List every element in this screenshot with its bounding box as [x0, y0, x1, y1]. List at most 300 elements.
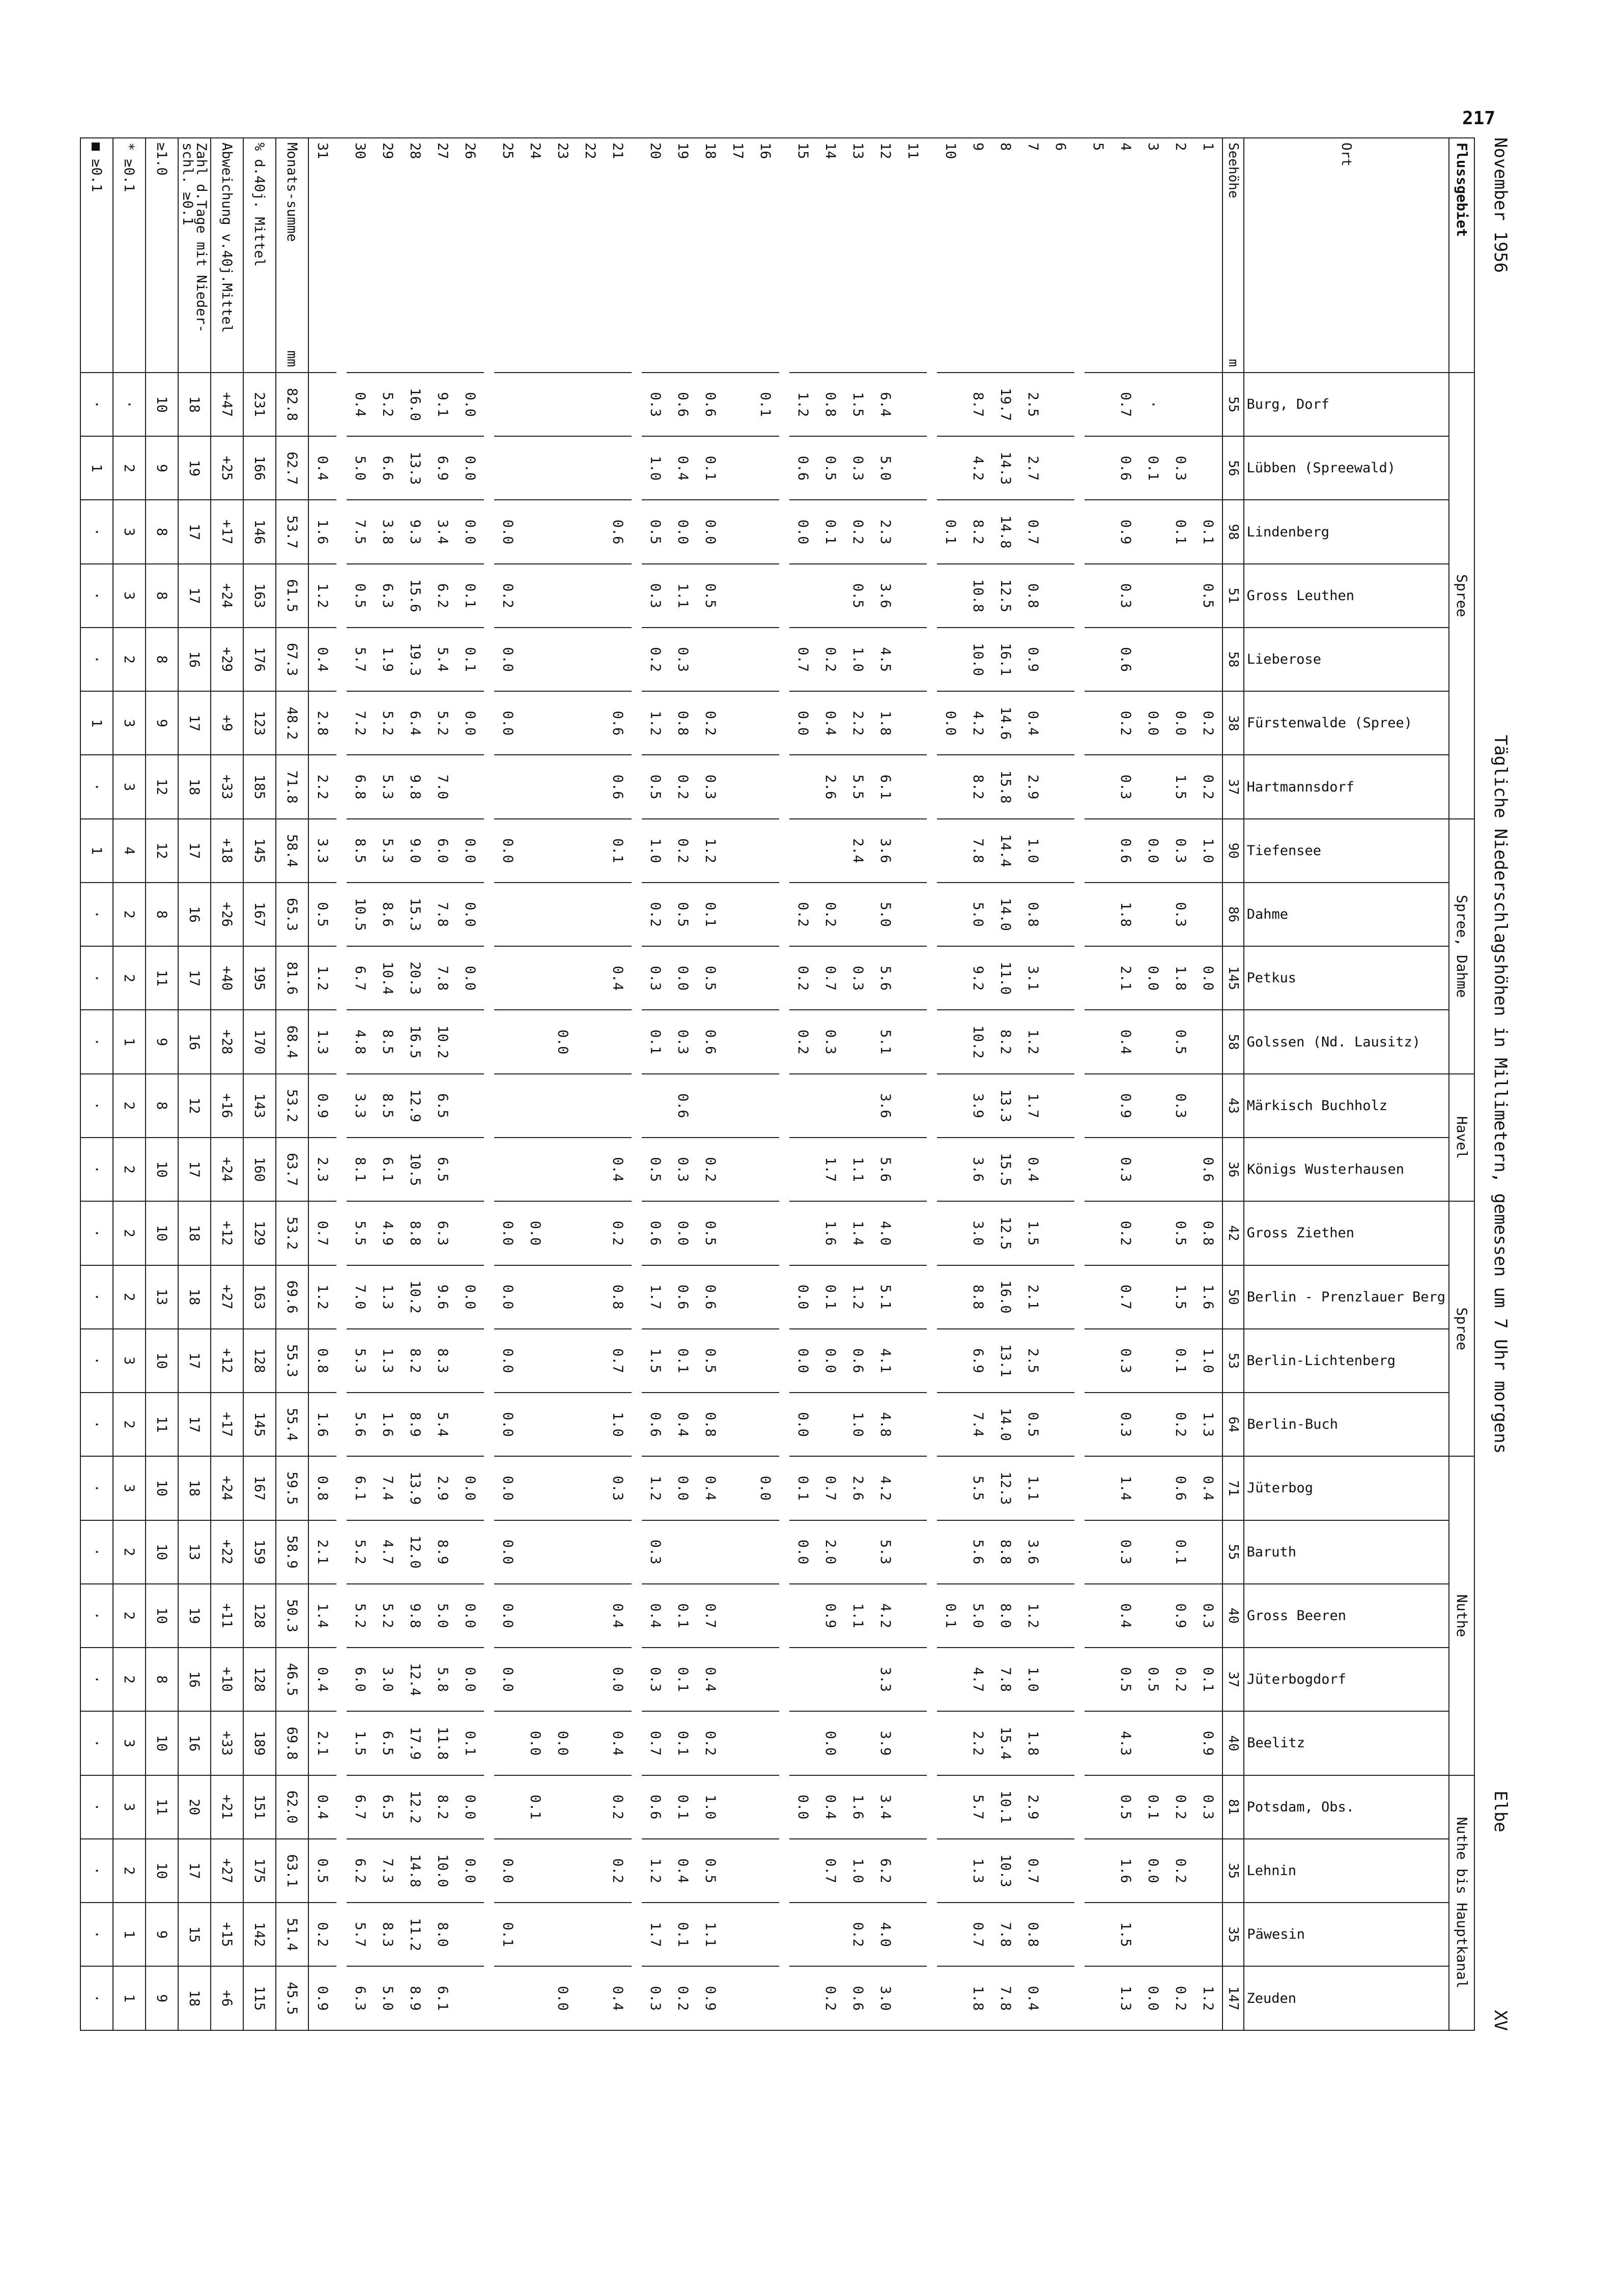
day-value: 15.3	[402, 883, 429, 946]
day-value	[817, 1393, 844, 1456]
day-value: 0.1	[604, 819, 632, 883]
station-name: Gross Ziethen	[1246, 1225, 1355, 1241]
day-value	[789, 819, 817, 883]
day-value: 2.2	[844, 691, 872, 755]
day-value: 0.0	[789, 1329, 817, 1393]
day-value: 10.0	[964, 628, 992, 691]
day-value: 0.2	[1167, 1775, 1194, 1839]
day-value: 0.9	[697, 1966, 724, 2030]
station-elevation: 58	[1222, 628, 1244, 691]
day-value: 0.2	[817, 883, 844, 946]
day-value	[752, 1010, 779, 1073]
station-header	[1244, 500, 1449, 563]
station-elevation: 37	[1222, 755, 1244, 818]
day-value: 0.0	[457, 819, 484, 883]
summary-abw-value: +18	[211, 819, 243, 883]
day-value: 0.1	[669, 1903, 697, 1966]
summary-c3-value: 2	[113, 1648, 146, 1711]
day-number: 5	[1085, 138, 1112, 373]
summary-c3-value: 2	[113, 883, 146, 946]
day-value: 0.5	[1019, 1393, 1047, 1456]
pct-label: % d.40j. Mittel	[243, 138, 276, 373]
day-value: 3.3	[308, 819, 336, 883]
day-value	[937, 1393, 964, 1456]
day-row	[844, 138, 872, 2030]
day-row	[817, 138, 844, 2030]
day-value: 0.5	[1140, 1648, 1167, 1711]
summary-c2-value: 11	[146, 1775, 178, 1839]
day-value: 1.2	[642, 691, 669, 755]
day-value	[937, 755, 964, 818]
summary-sum-value: 81.6	[276, 946, 308, 1010]
day-value	[522, 1520, 549, 1584]
day-value: 0.3	[642, 564, 669, 628]
day-value: 16.0	[992, 1265, 1019, 1329]
day-value: 5.8	[429, 1648, 457, 1711]
day-value	[752, 755, 779, 818]
summary-c4-value: ·	[80, 564, 113, 628]
day-value: 0.1	[817, 500, 844, 563]
day-value: 0.7	[697, 1584, 724, 1648]
day-value: 1.1	[844, 1138, 872, 1201]
day-value: 0.6	[604, 500, 632, 563]
summary-pct-value: 163	[243, 1265, 276, 1329]
summary-pct-value: 189	[243, 1711, 276, 1775]
day-value: 0.0	[604, 1648, 632, 1711]
day-value	[549, 373, 577, 436]
day-value: 0.1	[1140, 436, 1167, 500]
summary-pct-value: 146	[243, 500, 276, 563]
day-value	[1140, 1711, 1167, 1775]
day-value	[724, 755, 752, 818]
day-value	[899, 946, 927, 1010]
day-value: 0.7	[308, 1201, 336, 1265]
station-elevation: 81	[1222, 1775, 1244, 1839]
day-value: 0.3	[1167, 819, 1194, 883]
day-value: 0.5	[697, 564, 724, 628]
day-value: 1.0	[1019, 1648, 1047, 1711]
day-value: 12.5	[992, 1201, 1019, 1265]
day-value: 0.5	[642, 755, 669, 818]
day-value: 13.9	[402, 1456, 429, 1520]
day-value: 6.3	[347, 1966, 374, 2030]
c4-label-cell	[80, 138, 113, 373]
day-value: 5.3	[872, 1520, 899, 1584]
station-header	[1244, 1520, 1449, 1584]
gap-cell	[632, 138, 642, 2030]
day-value: 1.4	[1112, 1456, 1140, 1520]
month-label: November 1956	[1490, 137, 1511, 273]
day-value	[604, 1903, 632, 1966]
day-value	[1047, 1711, 1074, 1775]
day-value: 0.0	[494, 500, 522, 563]
day-value	[752, 691, 779, 755]
day-value	[522, 436, 549, 500]
day-value: 0.9	[308, 1074, 336, 1138]
day-value: 5.1	[872, 1010, 899, 1073]
day-value	[899, 1074, 927, 1138]
day-value: 0.6	[844, 1966, 872, 2030]
station-name: Lieberose	[1246, 651, 1322, 668]
day-value: 8.6	[374, 883, 402, 946]
day-value: 0.9	[1112, 500, 1140, 563]
day-value: 7.8	[429, 946, 457, 1010]
day-number: 2	[1167, 138, 1194, 373]
summary-pct-value: 115	[243, 1966, 276, 2030]
day-value: 1.6	[817, 1201, 844, 1265]
summary-c4-value: ·	[80, 1393, 113, 1456]
day-value: 3.6	[964, 1138, 992, 1201]
station-name-row	[1244, 138, 1449, 2030]
day-value: 0.2	[604, 1839, 632, 1903]
day-value: 6.8	[347, 755, 374, 818]
day-value: 0.3	[1167, 1074, 1194, 1138]
day-value: 1.1	[697, 1903, 724, 1966]
day-value: 6.2	[347, 1839, 374, 1903]
day-value: 0.3	[642, 373, 669, 436]
station-name: Lübben (Spreewald)	[1246, 460, 1396, 476]
station-header	[1244, 628, 1449, 691]
day-row	[522, 138, 549, 2030]
summary-c3-value: 3	[113, 500, 146, 563]
summary-pct-value: 142	[243, 1903, 276, 1966]
day-value: 0.0	[1140, 1966, 1167, 2030]
summary-pct-value: 159	[243, 1520, 276, 1584]
day-value	[724, 691, 752, 755]
day-value: 0.0	[494, 819, 522, 883]
summary-c4-value: ·	[80, 883, 113, 946]
summary-pct-value: 128	[243, 1648, 276, 1711]
day-value	[789, 1711, 817, 1775]
summary-c2-value: 8	[146, 500, 178, 563]
station-name: Tiefensee	[1246, 842, 1322, 859]
day-value: 0.1	[669, 1648, 697, 1711]
day-value	[577, 1201, 604, 1265]
day-value: 0.3	[604, 1456, 632, 1520]
day-value: 7.8	[992, 1966, 1019, 2030]
day-value: 1.0	[1019, 819, 1047, 883]
day-value	[899, 755, 927, 818]
day-value	[899, 1010, 927, 1073]
day-value: 1.6	[374, 1393, 402, 1456]
day-value	[1047, 1010, 1074, 1073]
day-value: 5.2	[429, 691, 457, 755]
summary-c1-value: 19	[178, 436, 211, 500]
day-value: 8.7	[964, 373, 992, 436]
day-value	[937, 1520, 964, 1584]
day-value: 1.4	[844, 1201, 872, 1265]
day-value: 3.4	[429, 500, 457, 563]
day-value: 9.8	[402, 755, 429, 818]
day-value	[1047, 628, 1074, 691]
day-value	[1047, 1138, 1074, 1201]
day-value: 13.1	[992, 1329, 1019, 1393]
summary-c1-value: 19	[178, 1584, 211, 1648]
day-value: 5.0	[429, 1584, 457, 1648]
day-value: 7.5	[347, 500, 374, 563]
day-value	[1085, 1648, 1112, 1711]
day-value: 0.8	[1019, 564, 1047, 628]
day-value	[1085, 1393, 1112, 1456]
day-value	[752, 1648, 779, 1711]
day-value: 14.3	[992, 436, 1019, 500]
day-value: 0.6	[642, 1393, 669, 1456]
summary-sum-value: 59.5	[276, 1456, 308, 1520]
day-number: 31	[308, 138, 336, 373]
day-group-gap	[1074, 138, 1085, 2030]
day-value: 0.2	[844, 500, 872, 563]
day-value: 0.4	[669, 1839, 697, 1903]
day-value: 0.7	[642, 1711, 669, 1775]
day-value: 0.5	[697, 1839, 724, 1903]
day-value	[577, 1839, 604, 1903]
day-value: 6.5	[429, 1138, 457, 1201]
day-value: 4.1	[872, 1329, 899, 1393]
day-value	[724, 1711, 752, 1775]
day-number: 19	[669, 138, 697, 373]
day-value	[1085, 946, 1112, 1010]
c4-text: ■	[89, 143, 105, 151]
day-value: 0.8	[669, 691, 697, 755]
summary-pct-value: 151	[243, 1775, 276, 1839]
day-value: 1.6	[1112, 1839, 1140, 1903]
day-value: 0.3	[1112, 1138, 1140, 1201]
day-row	[1194, 138, 1222, 2030]
day-value: 0.2	[1194, 755, 1222, 818]
day-value	[522, 1839, 549, 1903]
day-value	[697, 1074, 724, 1138]
day-value: 7.4	[964, 1393, 992, 1456]
summary-c3-value: 2	[113, 436, 146, 500]
day-value: 19.7	[992, 373, 1019, 436]
day-value: 4.2	[964, 436, 992, 500]
summary-c1-value: 17	[178, 691, 211, 755]
summary-pct-value: 167	[243, 883, 276, 946]
day-value: 0.2	[669, 755, 697, 818]
summary-c3-value: 2	[113, 1138, 146, 1201]
day-value	[577, 1138, 604, 1201]
day-value: 0.5	[1112, 1775, 1140, 1839]
day-value: 1.1	[669, 564, 697, 628]
day-number: 15	[789, 138, 817, 373]
day-value	[522, 1966, 549, 2030]
day-value	[899, 500, 927, 563]
summary-abw-value: +28	[211, 1010, 243, 1073]
station-name: Lehnin	[1246, 1862, 1297, 1879]
summary-c4-value: ·	[80, 1775, 113, 1839]
day-value: 0.0	[494, 1520, 522, 1584]
day-value: 0.0	[457, 883, 484, 946]
day-value	[724, 1329, 752, 1393]
day-value	[522, 564, 549, 628]
day-value: 1.5	[1019, 1201, 1047, 1265]
day-value: 9.0	[402, 819, 429, 883]
gap-cell	[484, 138, 494, 2030]
day-number: 24	[522, 138, 549, 373]
day-value: 0.0	[1140, 819, 1167, 883]
summary-abw-value: +29	[211, 628, 243, 691]
summary-sum-value: 62.0	[276, 1775, 308, 1839]
day-value	[577, 1329, 604, 1393]
station-name: Jüterbogdorf	[1246, 1671, 1346, 1688]
day-number: 6	[1047, 138, 1074, 373]
day-value: 0.1	[1194, 500, 1222, 563]
day-value	[844, 1648, 872, 1711]
day-value	[1085, 1010, 1112, 1073]
day-value: 1.3	[308, 1010, 336, 1073]
day-value	[522, 1393, 549, 1456]
day-row	[872, 138, 899, 2030]
day-value: 14.8	[992, 500, 1019, 563]
day-value: 0.2	[1167, 1648, 1194, 1711]
day-value: 0.6	[604, 755, 632, 818]
day-value: 0.4	[1019, 1966, 1047, 2030]
day-value	[752, 1903, 779, 1966]
day-value: 5.1	[872, 1265, 899, 1329]
day-value: 0.5	[308, 883, 336, 946]
day-value	[1194, 628, 1222, 691]
day-value: 1.5	[1112, 1903, 1140, 1966]
day-value: 7.0	[429, 755, 457, 818]
day-value	[494, 1074, 522, 1138]
station-header	[1244, 1648, 1449, 1711]
day-value: 0.3	[1112, 755, 1140, 818]
day-value: 0.4	[308, 436, 336, 500]
day-value: 1.2	[308, 946, 336, 1010]
station-name: Jüterbog	[1246, 1480, 1313, 1496]
day-value	[604, 1074, 632, 1138]
station-header	[1244, 1966, 1449, 2030]
summary-sum-value: 67.3	[276, 628, 308, 691]
day-row	[964, 138, 992, 2030]
day-row	[549, 138, 577, 2030]
summary-pct-value: 170	[243, 1010, 276, 1073]
day-value: 0.0	[457, 1648, 484, 1711]
summary-c3-value: 4	[113, 819, 146, 883]
day-group-gap	[779, 138, 789, 2030]
station-name: Golssen (Nd. Lausitz)	[1246, 1034, 1421, 1050]
summary-c4-value: ·	[80, 1648, 113, 1711]
summary-c3-value: 3	[113, 1775, 146, 1839]
day-value: 1.0	[642, 436, 669, 500]
summary-c2-value: 8	[146, 1074, 178, 1138]
seehoehe-text: Seehöhe	[1225, 143, 1241, 199]
day-value: 5.0	[964, 883, 992, 946]
day-value	[752, 946, 779, 1010]
day-value: 1.0	[844, 1839, 872, 1903]
day-value	[1047, 819, 1074, 883]
day-value: 12.2	[402, 1775, 429, 1839]
day-value: 0.0	[789, 1520, 817, 1584]
day-number: 25	[494, 138, 522, 373]
day-value	[697, 628, 724, 691]
day-value	[937, 564, 964, 628]
day-value: 0.1	[937, 500, 964, 563]
day-value	[549, 691, 577, 755]
day-value	[577, 1520, 604, 1584]
day-value: 0.2	[669, 1966, 697, 2030]
day-value: 1.0	[1194, 819, 1222, 883]
count-row-1	[178, 138, 211, 2030]
day-value	[549, 564, 577, 628]
day-value: 0.7	[817, 946, 844, 1010]
summary-sum-value: 82.8	[276, 373, 308, 436]
summary-c3-value: 3	[113, 1711, 146, 1775]
day-value: 0.3	[817, 1010, 844, 1073]
day-value: 0.3	[1112, 1520, 1140, 1584]
day-value: 0.9	[1019, 628, 1047, 691]
day-value: 8.8	[964, 1265, 992, 1329]
day-number: 17	[724, 138, 752, 373]
day-value	[1085, 500, 1112, 563]
daily-values	[308, 138, 1222, 2030]
day-value: 7.8	[964, 819, 992, 883]
station-name: Fürstenwalde (Spree)	[1246, 715, 1412, 731]
day-value: 0.2	[697, 691, 724, 755]
seehoehe-unit: m	[1225, 359, 1241, 367]
day-value	[1167, 1903, 1194, 1966]
station-header	[1244, 1711, 1449, 1775]
group-header-row	[1449, 138, 1474, 2030]
day-value: 4.7	[964, 1648, 992, 1711]
day-value: 4.3	[1112, 1711, 1140, 1775]
summary-c1-value: 16	[178, 1010, 211, 1073]
summary-abw-value: +17	[211, 1393, 243, 1456]
station-elevation: 51	[1222, 564, 1244, 628]
day-value: 0.7	[1019, 1839, 1047, 1903]
station-header	[1244, 1903, 1449, 1966]
day-row	[789, 138, 817, 2030]
summary-abw-value: +47	[211, 373, 243, 436]
day-value	[577, 946, 604, 1010]
day-value: 0.2	[604, 1775, 632, 1839]
day-value: 16.5	[402, 1010, 429, 1073]
day-value: 6.4	[402, 691, 429, 755]
day-value	[494, 883, 522, 946]
day-value	[899, 1456, 927, 1520]
day-value: 10.2	[402, 1265, 429, 1329]
day-value: 5.0	[374, 1966, 402, 2030]
day-value: 0.0	[457, 373, 484, 436]
day-value: 0.6	[642, 1775, 669, 1839]
day-value: 0.4	[642, 1584, 669, 1648]
day-value: 2.7	[1019, 436, 1047, 500]
day-value	[549, 1584, 577, 1648]
day-value: 6.6	[374, 436, 402, 500]
day-value: 5.0	[872, 883, 899, 946]
day-value: 0.7	[817, 1456, 844, 1520]
station-elevation: 86	[1222, 883, 1244, 946]
day-value	[457, 1010, 484, 1073]
day-value: 0.0	[522, 1201, 549, 1265]
day-value: 0.3	[669, 628, 697, 691]
day-value: 0.1	[457, 1711, 484, 1775]
day-value	[937, 1775, 964, 1839]
day-value: 0.6	[697, 1010, 724, 1073]
station-header	[1244, 1584, 1449, 1648]
day-value: 4.2	[872, 1584, 899, 1648]
day-value: 1.8	[1112, 883, 1140, 946]
day-value: 9.8	[402, 1584, 429, 1648]
day-value	[522, 1584, 549, 1648]
day-value	[752, 1520, 779, 1584]
summary-abw-value: +33	[211, 1711, 243, 1775]
day-value: 1.8	[1167, 946, 1194, 1010]
day-value: 0.5	[347, 564, 374, 628]
day-number: 12	[872, 138, 899, 373]
day-value	[549, 755, 577, 818]
day-value: 0.3	[1112, 1329, 1140, 1393]
